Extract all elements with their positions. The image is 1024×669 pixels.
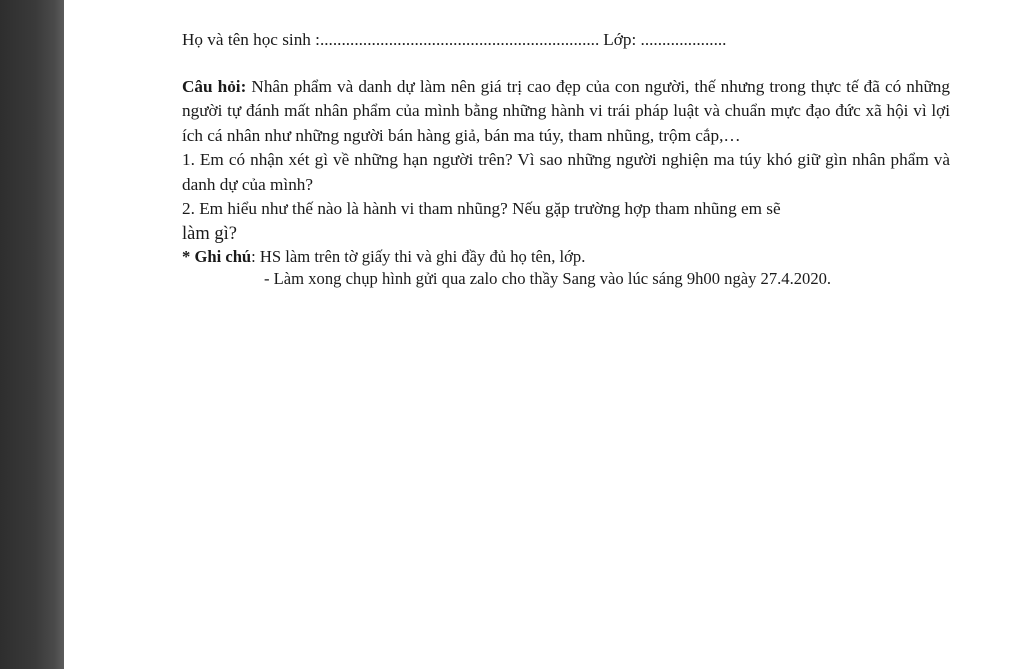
note-label: * Ghi chú <box>182 247 252 266</box>
question-item-1: 1. Em có nhận xét gì về những hạn người trên? Vì sao những người nghiện ma túy khó giữ gìn nhân phẩm và danh dự của mình? <box>182 150 950 194</box>
note-text-1: : HS làm trên tờ giấy thi và ghi đầy đủ họ tên, lớp. <box>251 247 586 266</box>
class-label: Lớp: .................... <box>603 30 727 49</box>
question-item-2 <box>182 197 950 246</box>
question-label: Câu hỏi: <box>182 76 247 96</box>
document-page <box>64 0 1024 669</box>
question-paragraph <box>182 75 950 149</box>
viewer-side-panel <box>0 0 64 669</box>
note-line-2: - Làm xong chụp hình gửi qua zalo cho thầy Sang vào lúc sáng 9h00 ngày 27.4.2020. <box>264 269 832 288</box>
question-item-2-end: làm gì? <box>182 223 237 244</box>
student-name-label: Họ và tên học sinh :................................................................. <box>182 30 600 49</box>
question-text: Nhân phẩm và danh dự làm nên giá trị cao đẹp của con người, thế nhưng trong thực tế đã có những người tự đánh mất nhân phẩm của mình bằng những hành vi trái pháp luật và chuẩn mực đạo đức xã hội vì lợi ích cá nhân như những người bán hàng giả, bán ma túy, tham nhũng, trộm cắp,… <box>182 76 950 145</box>
document-body <box>182 28 950 290</box>
question-item-2-text: 2. Em hiểu như thế nào là hành vi tham nhũng? Nếu gặp trường hợp tham nhũng em sẽ <box>182 199 781 218</box>
student-info-line <box>182 28 950 53</box>
note-line-1 <box>182 246 950 268</box>
